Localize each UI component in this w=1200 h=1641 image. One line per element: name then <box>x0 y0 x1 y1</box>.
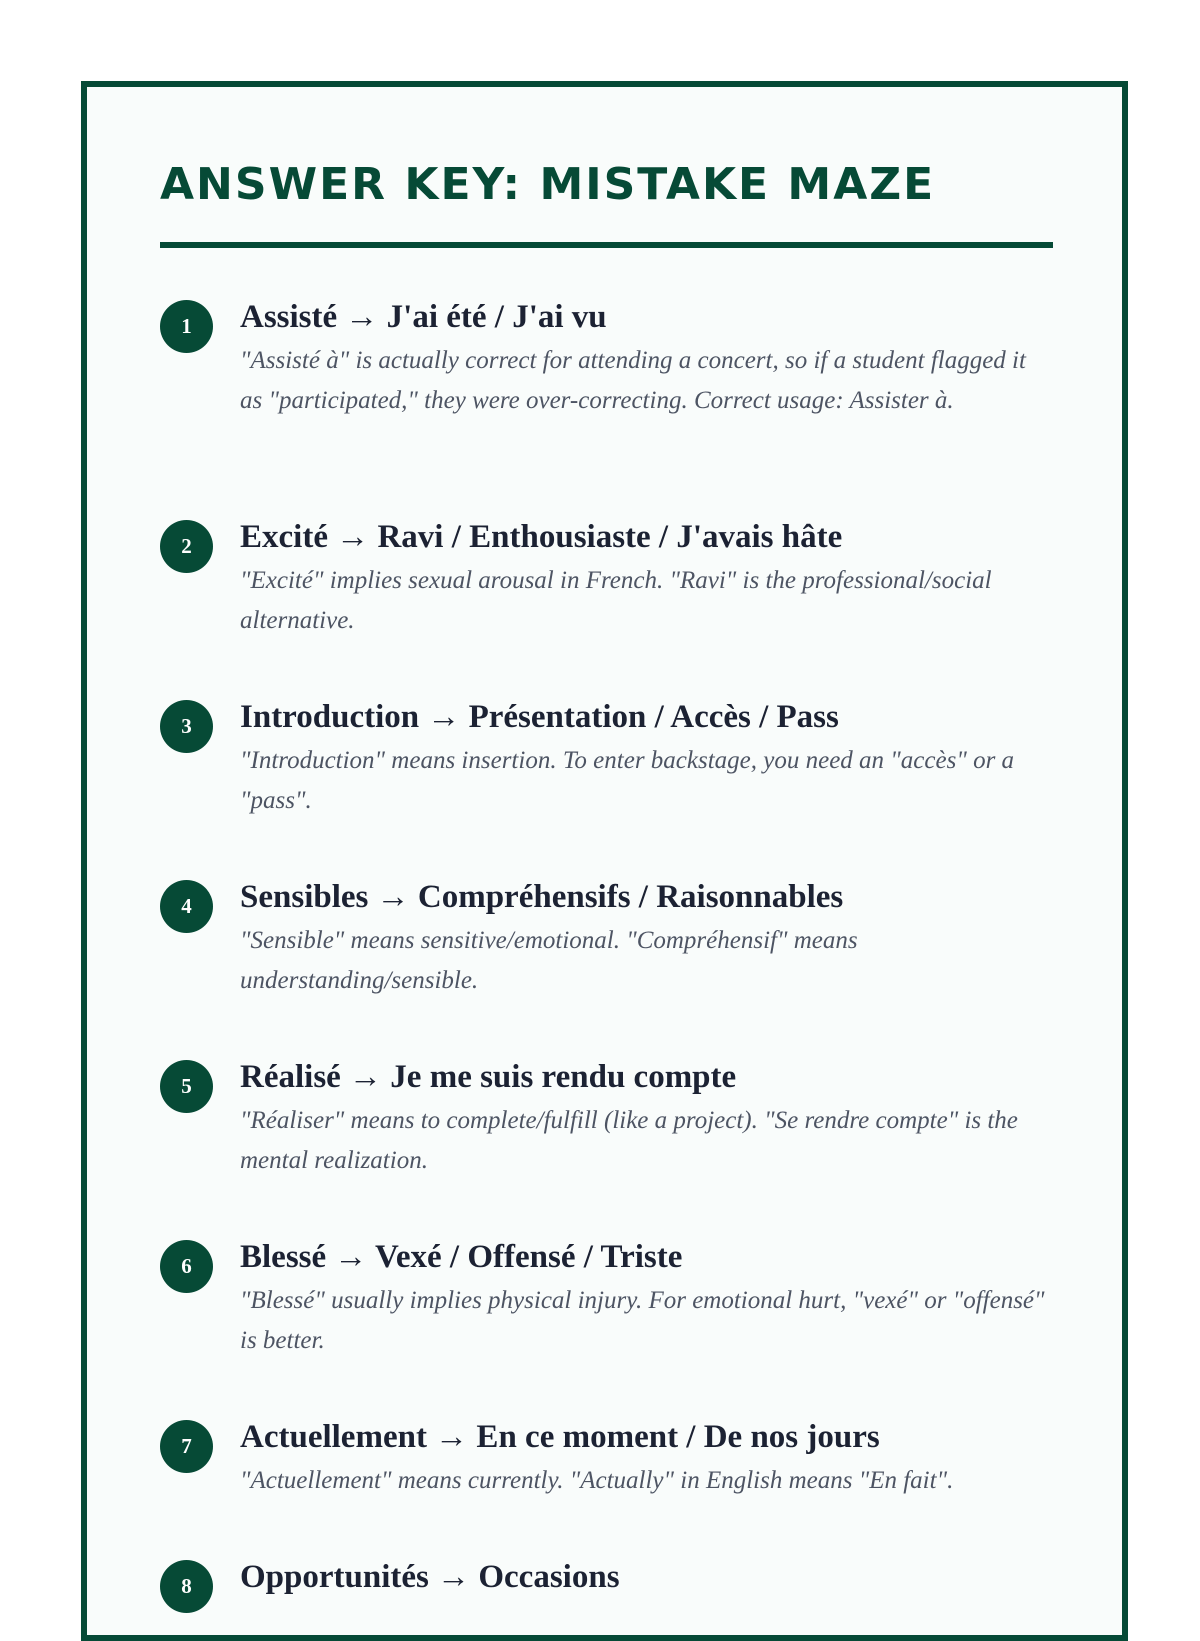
number-badge: 2 <box>160 520 213 573</box>
explanation-note: "Introduction" means insertion. To enter backstage, you need an "accès" or a "pass". <box>240 747 1015 814</box>
page-title: ANSWER KEY: MISTAKE MAZE <box>160 159 936 210</box>
correction-term: Excité → Ravi / Enthousiaste / J'avais hâte <box>240 519 843 555</box>
explanation-note: "Excité" implies sexual arousal in French. "Ravi" is the professional/social alternative. <box>240 567 992 634</box>
number-badge: 7 <box>160 1420 213 1473</box>
correction-term: Réalisé → Je me suis rendu compte <box>240 1059 737 1095</box>
number-badge: 1 <box>160 300 213 353</box>
answer-key-card <box>81 81 1128 1641</box>
number-badge: 5 <box>160 1060 213 1113</box>
explanation-note: "Sensible" means sensitive/emotional. "Compréhensif" means understanding/sensible. <box>240 927 858 994</box>
correction-term: Sensibles → Compréhensifs / Raisonnables <box>240 879 844 915</box>
correction-term: Blessé → Vexé / Offensé / Triste <box>240 1239 683 1275</box>
correction-term: Actuellement → En ce moment / De nos jours <box>240 1419 880 1455</box>
number-badge: 3 <box>160 700 213 753</box>
explanation-note: "Réaliser" means to complete/fulfill (like a project). "Se rendre compte" is the mental realization. <box>240 1107 1018 1174</box>
number-badge: 8 <box>160 1560 213 1613</box>
explanation-note: "Actuellement" means currently. "Actually" in English means "En fait". <box>240 1467 954 1494</box>
number-badge: 4 <box>160 880 213 933</box>
correction-term: Assisté → J'ai été / J'ai vu <box>240 299 607 335</box>
explanation-note: "Assisté à" is actually correct for attending a concert, so if a student flagged it as "participated," they were over-correcting. Correct usage: Assister à. <box>240 347 1026 414</box>
correction-term: Opportunités → Occasions <box>240 1559 620 1595</box>
explanation-note: "Blessé" usually implies physical injury. For emotional hurt, "vexé" or "offensé" is better. <box>240 1287 1045 1354</box>
title-divider <box>160 242 1053 248</box>
correction-term: Introduction → Présentation / Accès / Pass <box>240 699 839 735</box>
number-badge: 6 <box>160 1240 213 1293</box>
